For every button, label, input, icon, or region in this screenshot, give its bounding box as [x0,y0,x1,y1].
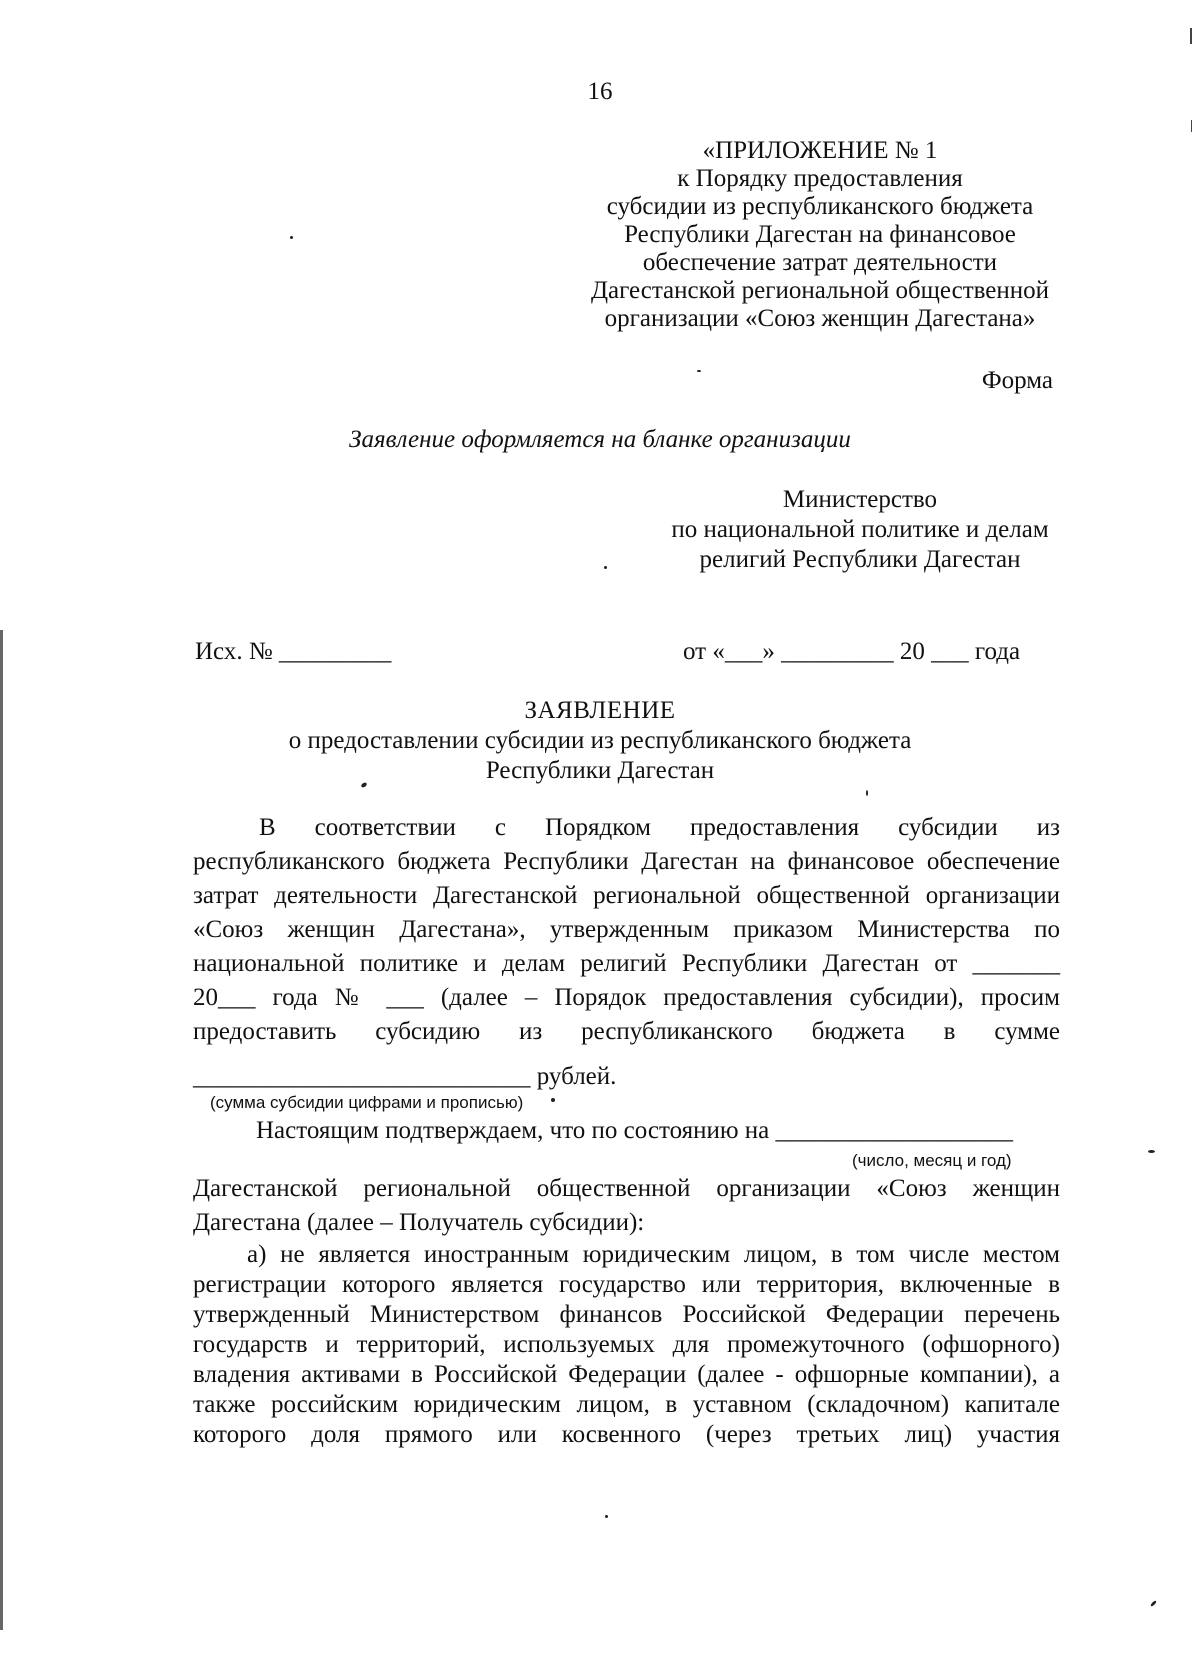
scan-left-edge [0,630,3,1630]
title-heading: ЗАЯВЛЕНИЕ [524,697,676,724]
addressee-block [640,485,1080,575]
scan-speck [551,1098,555,1102]
appendix-line: «ПРИЛОЖЕНИЕ № 1 [702,137,938,164]
paragraph-line: «Союз женщин Дагестана», утвержденным приказом Министерства по [193,916,1060,943]
scan-speck [1150,1600,1157,1607]
scan-speck [360,782,367,789]
scan-speck [290,236,293,239]
appendix-line: субсидии из республиканского бюджета [606,193,1034,220]
confirmation-line: Настоящим подтверждаем, что по состоянию на ___________________ [256,1117,1014,1144]
paragraph-line: также российским юридическим лицом, в уставном (складочном) капитале [193,1391,1060,1418]
paragraph-line: 20___ года № ___ (далее – Порядок предоставления субсидии), просим [193,984,1060,1011]
paragraph-recipient [193,1172,1060,1240]
date-caption: (число, месяц и год) [852,1151,1012,1170]
paragraph-line: Дагестана (далее – Получатель субсидии): [193,1209,645,1236]
paragraph-line [193,1240,1060,1270]
paragraph-item-a [193,1240,1060,1450]
scan-speck [605,1515,608,1518]
scan-speck [1148,1150,1155,1153]
scan-speck [604,566,607,569]
outgoing-number-field: Исх. № _________ [195,638,392,665]
letterhead-note: Заявление оформляется на бланке организации [349,426,851,453]
appendix-line: организации «Союз женщин Дагестана» [604,305,1036,332]
paragraph-line: регистрации которого является государство или территория, включенные в [193,1271,1060,1298]
date-field: от «___» _________ 20 ___ года [683,638,1021,665]
page-number: 16 [587,78,613,105]
paragraph-line-text: В соответствии с Порядком предоставления субсидии из [259,814,1060,841]
paragraph-line: владения активами в Российской Федерации (далее - офшорные компании), а [193,1361,1060,1388]
appendix-header [590,137,1050,333]
subsidy-sum-caption: (сумма субсидии цифрами и прописью) [210,1093,524,1112]
paragraph-line-text: а) не является иностранным юридическим лицом, в том числе местом [247,1241,1060,1268]
scan-edge-mark [1191,120,1192,132]
title-subtitle: о предоставлении субсидии из республиканского бюджета [288,727,912,754]
paragraph-line: государств и территорий, используемых для промежуточного (офшорного) [193,1331,1060,1358]
appendix-line: Дагестанской региональной общественной [590,277,1050,304]
subsidy-sum-field: ___________________________ рублей. [193,1063,617,1090]
paragraph-line [193,811,1060,845]
paragraph-line: республиканского бюджета Республики Дагестан на финансовое обеспечение [193,848,1060,875]
scan-edge-mark [1190,28,1192,44]
paragraph-request [193,811,1060,1049]
appendix-line: к Порядку предоставления [677,165,963,192]
appendix-line: обеспечение затрат деятельности [642,249,998,276]
addressee-line: религий Республики Дагестан [699,546,1021,573]
paragraph-line: предоставить субсидию из республиканского бюджета в сумме [193,1018,1060,1045]
paragraph-line: утвержденный Министерством финансов Российской Федерации перечень [193,1301,1060,1328]
paragraph-line: которого доля прямого или косвенного (через третьих лиц) участия [193,1421,1060,1448]
paragraph-line: затрат деятельности Дагестанской региональной общественной организации [193,882,1060,909]
addressee-line: по национальной политике и делам [671,516,1049,543]
form-label: Форма [981,367,1053,394]
paragraph-line: национальной политике и делам религий Республики Дагестан от _______ [193,950,1060,977]
title-subtitle: Республики Дагестан [485,757,715,784]
scan-speck [697,370,701,372]
appendix-line: Республики Дагестан на финансовое [624,221,1016,248]
addressee-line: Министерство [782,486,938,513]
paragraph-line: Дагестанской региональной общественной организации «Союз женщин [193,1175,1060,1202]
scan-speck [866,790,868,796]
document-title [0,696,1200,786]
